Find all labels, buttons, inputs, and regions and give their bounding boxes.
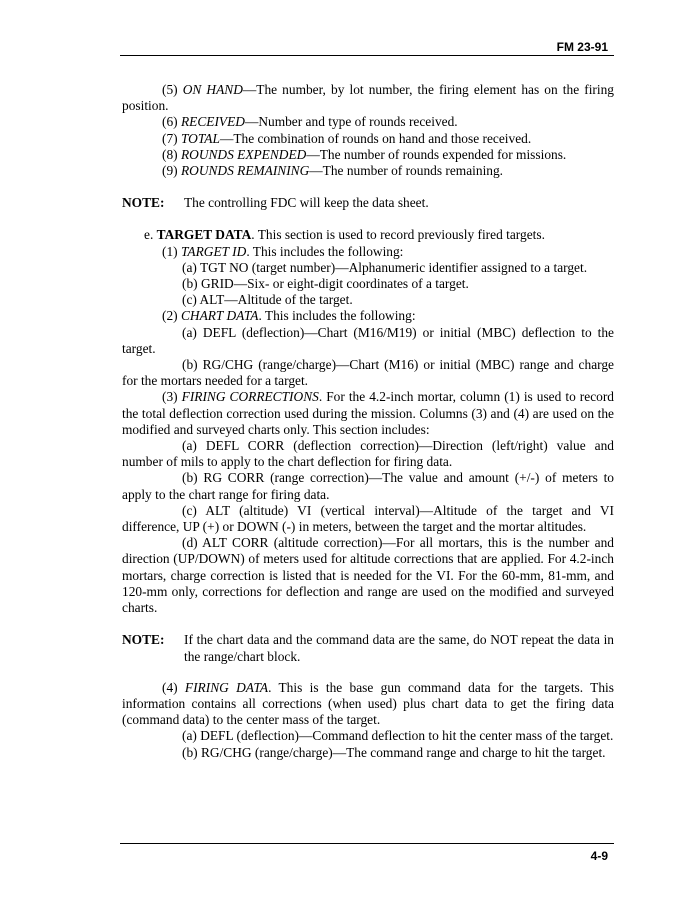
- subsection-paragraph: (3) FIRING CORRECTIONS. For the 4.2-inch mortar, column (1) is used to record the total deflection correction used during the mission. Columns (3) and (4) are used on the modified and surveyed charts only. This section includes:: [122, 389, 614, 437]
- page-body: [122, 82, 614, 761]
- manual-id: FM 23-91: [556, 40, 608, 54]
- list-item: (d) ALT CORR (altitude correction)—For all mortars, this is the number and direction (UP/DOWN) of meters used for altitude corrections that are applied. For 4.2-inch mortars, charge correction is listed that is needed for the VI. For the 60-mm, 81-mm, and 120-mm only, corrections for deflection and range are used on the modified and surveyed charts.: [122, 535, 614, 616]
- spacer: [122, 179, 614, 195]
- list-item: (b) RG CORR (range correction)—The value and amount (+/-) of meters to apply to the chart range for firing data.: [122, 470, 614, 502]
- list-item: (a) DEFL (deflection)—Command deflection to hit the center mass of the target.: [182, 728, 614, 744]
- list-item: (5) ON HAND—The number, by lot number, the firing element has on the firing position.: [122, 82, 614, 114]
- spacer: [122, 211, 614, 227]
- spacer: [122, 616, 614, 632]
- list-item: (b) RG/CHG (range/charge)—Chart (M16) or initial (MBC) range and charge for the mortars needed for a target.: [122, 357, 614, 389]
- spacer: [122, 665, 614, 680]
- list-item: (7) TOTAL—The combination of rounds on hand and those received.: [162, 130, 532, 146]
- subsection-heading: (2) CHART DATA. This includes the following:: [162, 308, 416, 324]
- list-item: (a) DEFL CORR (deflection correction)—Direction (left/right) value and number of mils to apply to the chart deflection for firing data.: [122, 438, 614, 470]
- note-block: [122, 632, 614, 664]
- list-item: (b) RG/CHG (range/charge)—The command range and charge to hit the target.: [182, 744, 606, 760]
- list-item: (6) RECEIVED—Number and type of rounds received.: [162, 114, 458, 130]
- list-item: (b) GRID—Six- or eight-digit coordinates of a target.: [182, 276, 469, 292]
- page-number: 4-9: [590, 849, 608, 863]
- list-item: (c) ALT (altitude) VI (vertical interval)—Altitude of the target and VI difference, UP (+) or DOWN (-) in meters, between the target and the mortar altitudes.: [122, 502, 614, 535]
- note-label: NOTE:: [122, 632, 165, 648]
- note-text: If the chart data and the command data are the same, do NOT repeat the data in the range/chart block.: [184, 632, 614, 664]
- list-item: (a) TGT NO (target number)—Alphanumeric identifier assigned to a target.: [182, 259, 588, 275]
- section-heading: e. TARGET DATA. This section is used to record previously fired targets.: [144, 227, 545, 243]
- footer-rule: [120, 843, 614, 844]
- header-rule: [120, 55, 614, 56]
- note-label: NOTE:: [122, 195, 165, 211]
- list-item: (9) ROUNDS REMAINING—The number of rounds remaining.: [162, 163, 504, 179]
- note-text: The controlling FDC will keep the data sheet.: [184, 195, 429, 211]
- subsection-paragraph: (4) FIRING DATA. This is the base gun command data for the targets. This information contains all corrections (when used) plus chart data to get the firing data (command data) to the center mass of the target.: [122, 679, 614, 728]
- list-item: (c) ALT—Altitude of the target.: [182, 292, 353, 308]
- list-item: (8) ROUNDS EXPENDED—The number of rounds expended for missions.: [162, 146, 567, 162]
- list-item: (a) DEFL (deflection)—Chart (M16/M19) or initial (MBC) deflection to the target.: [122, 324, 614, 356]
- note-block: [122, 195, 614, 211]
- subsection-heading: (1) TARGET ID. This includes the following:: [162, 243, 404, 259]
